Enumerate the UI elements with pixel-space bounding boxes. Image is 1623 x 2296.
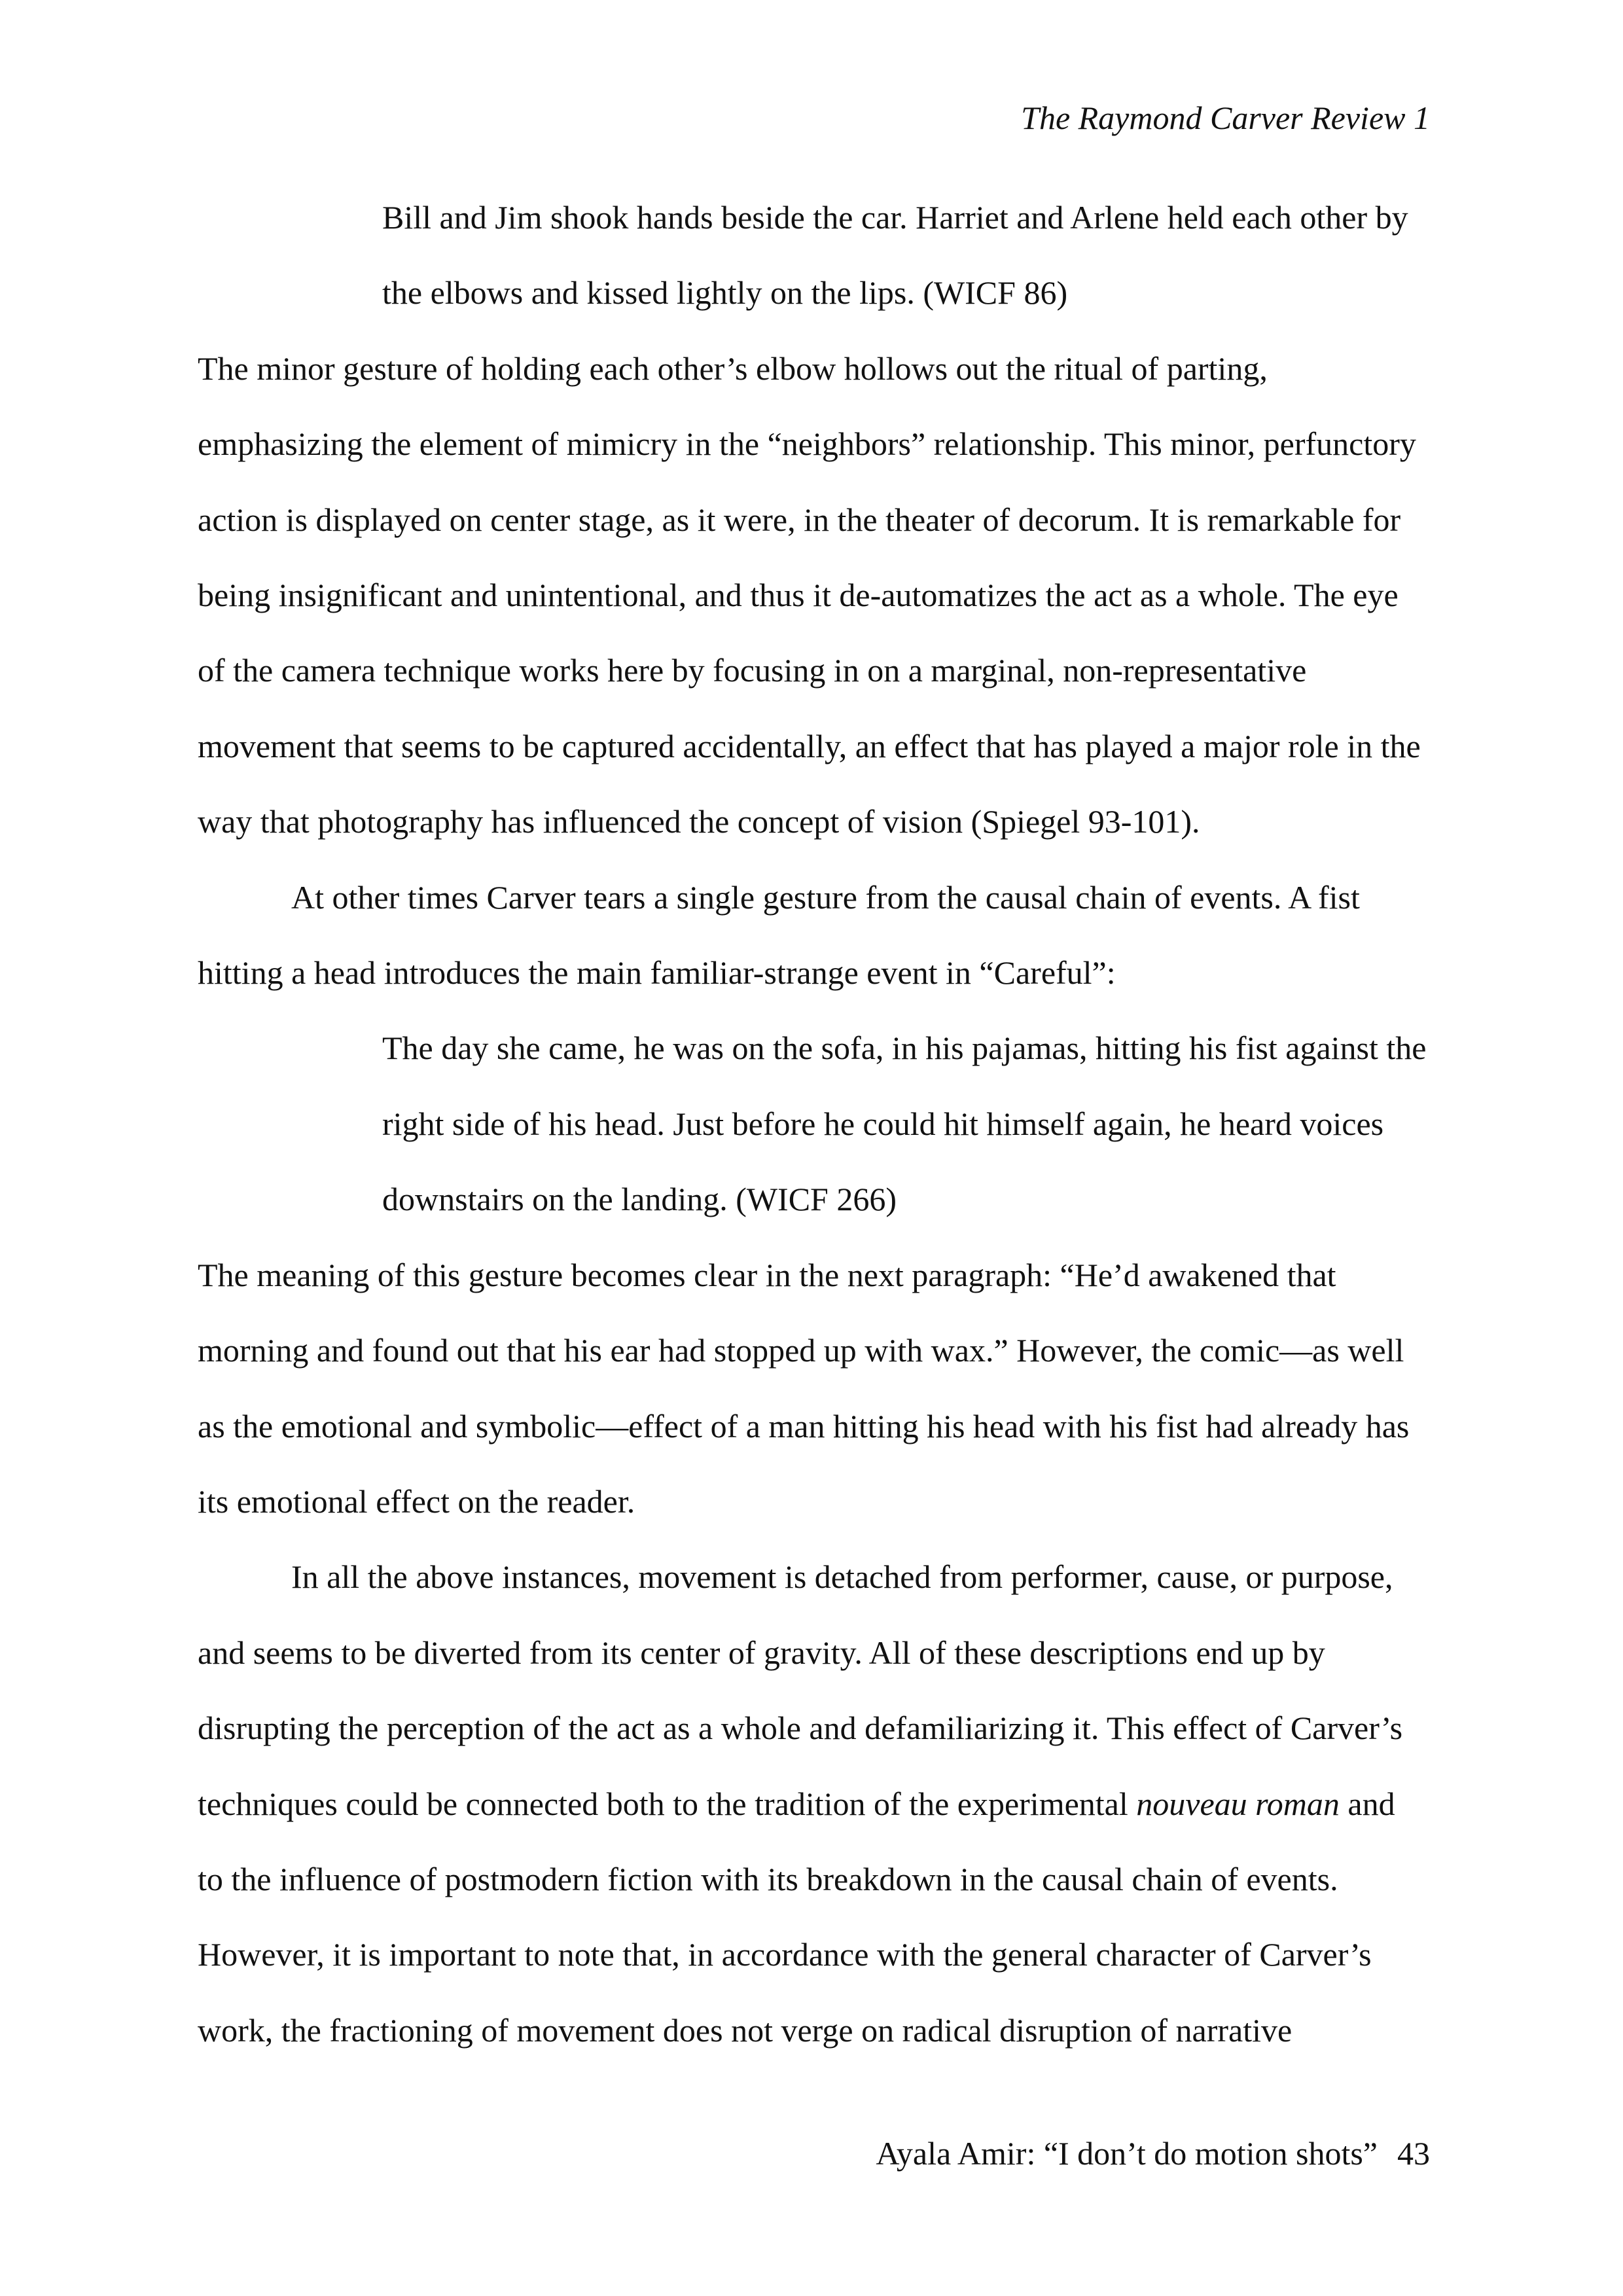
text-line: downstairs on the landing. (WICF 266)	[382, 1181, 897, 1218]
text-line: of the camera technique works here by focusing in on a marginal, non-representative	[198, 652, 1307, 689]
paragraph-2	[198, 860, 1441, 1011]
text-line: The day she came, he was on the sofa, in his pajamas, hitting his fist against the	[382, 1030, 1427, 1067]
text-line: being insignificant and unintentional, and thus it de-automatizes the act as a whole. The eye	[198, 577, 1399, 614]
text-line: and seems to be diverted from its center of gravity. All of these descriptions end up by	[198, 1634, 1325, 1671]
text-line: movement that seems to be captured accidentally, an effect that has played a major role in the	[198, 727, 1421, 764]
text-line: action is displayed on center stage, as it were, in the theater of decorum. It is remarkable for	[198, 501, 1401, 538]
running-footer	[876, 2127, 1430, 2179]
running-header: The Raymond Carver Review 1	[1021, 99, 1430, 136]
text-line	[198, 1767, 1441, 1842]
text-line: as the emotional and symbolic—effect of a man hitting his head with his fist had already has	[198, 1407, 1410, 1444]
body-text	[198, 180, 1441, 2068]
text-line: The meaning of this gesture becomes clear in the next paragraph: “He’d awakened that	[198, 1256, 1336, 1293]
paragraph-4	[198, 1539, 1441, 2068]
text-line: right side of his head. Just before he could hit himself again, he heard voices	[382, 1105, 1384, 1142]
text-line: Bill and Jim shook hands beside the car. Harriet and Arlene held each other by	[382, 199, 1408, 236]
text-line: morning and found out that his ear had stopped up with wax.” However, the comic—as well	[198, 1332, 1404, 1369]
text-line: emphasizing the element of mimicry in the “neighbors” relationship. This minor, perfunctory	[198, 425, 1416, 463]
text-line: However, it is important to note that, in accordance with the general character of Carver’s	[198, 1936, 1372, 1973]
text-line: At other times Carver tears a single gesture from the causal chain of events. A fist	[291, 878, 1360, 916]
text-line: In all the above instances, movement is detached from performer, cause, or purpose,	[291, 1558, 1393, 1596]
text-line: way that photography has influenced the concept of vision (Spiegel 93-101).	[198, 803, 1200, 840]
paragraph-3	[198, 1238, 1441, 1540]
text-line: The minor gesture of holding each other’s elbow hollows out the ritual of parting,	[198, 350, 1268, 387]
text-line: work, the fractioning of movement does not verge on radical disruption of narrative	[198, 2011, 1293, 2049]
page-number: 43	[1397, 2135, 1430, 2172]
block-quote-1	[382, 180, 1441, 331]
italic-term: nouveau roman	[1136, 1785, 1340, 1822]
text-line: disrupting the perception of the act as a whole and defamiliarizing it. This effect of Carver’s	[198, 1710, 1403, 1747]
text-line: the elbows and kissed lightly on the lips. (WICF 86)	[382, 274, 1068, 312]
paragraph-1	[198, 331, 1441, 860]
text-line: hitting a head introduces the main familiar-strange event in “Careful”:	[198, 954, 1116, 992]
footer-author-title: Ayala Amir: “I don’t do motion shots”	[876, 2135, 1378, 2172]
text-segment: and	[1339, 1785, 1395, 1822]
text-line: its emotional effect on the reader.	[198, 1482, 635, 1520]
block-quote-2	[382, 1011, 1441, 1237]
text-segment: techniques could be connected both to the tradition of the experimental	[198, 1785, 1137, 1822]
text-line: to the influence of postmodern fiction with its breakdown in the causal chain of events.	[198, 1860, 1338, 1897]
